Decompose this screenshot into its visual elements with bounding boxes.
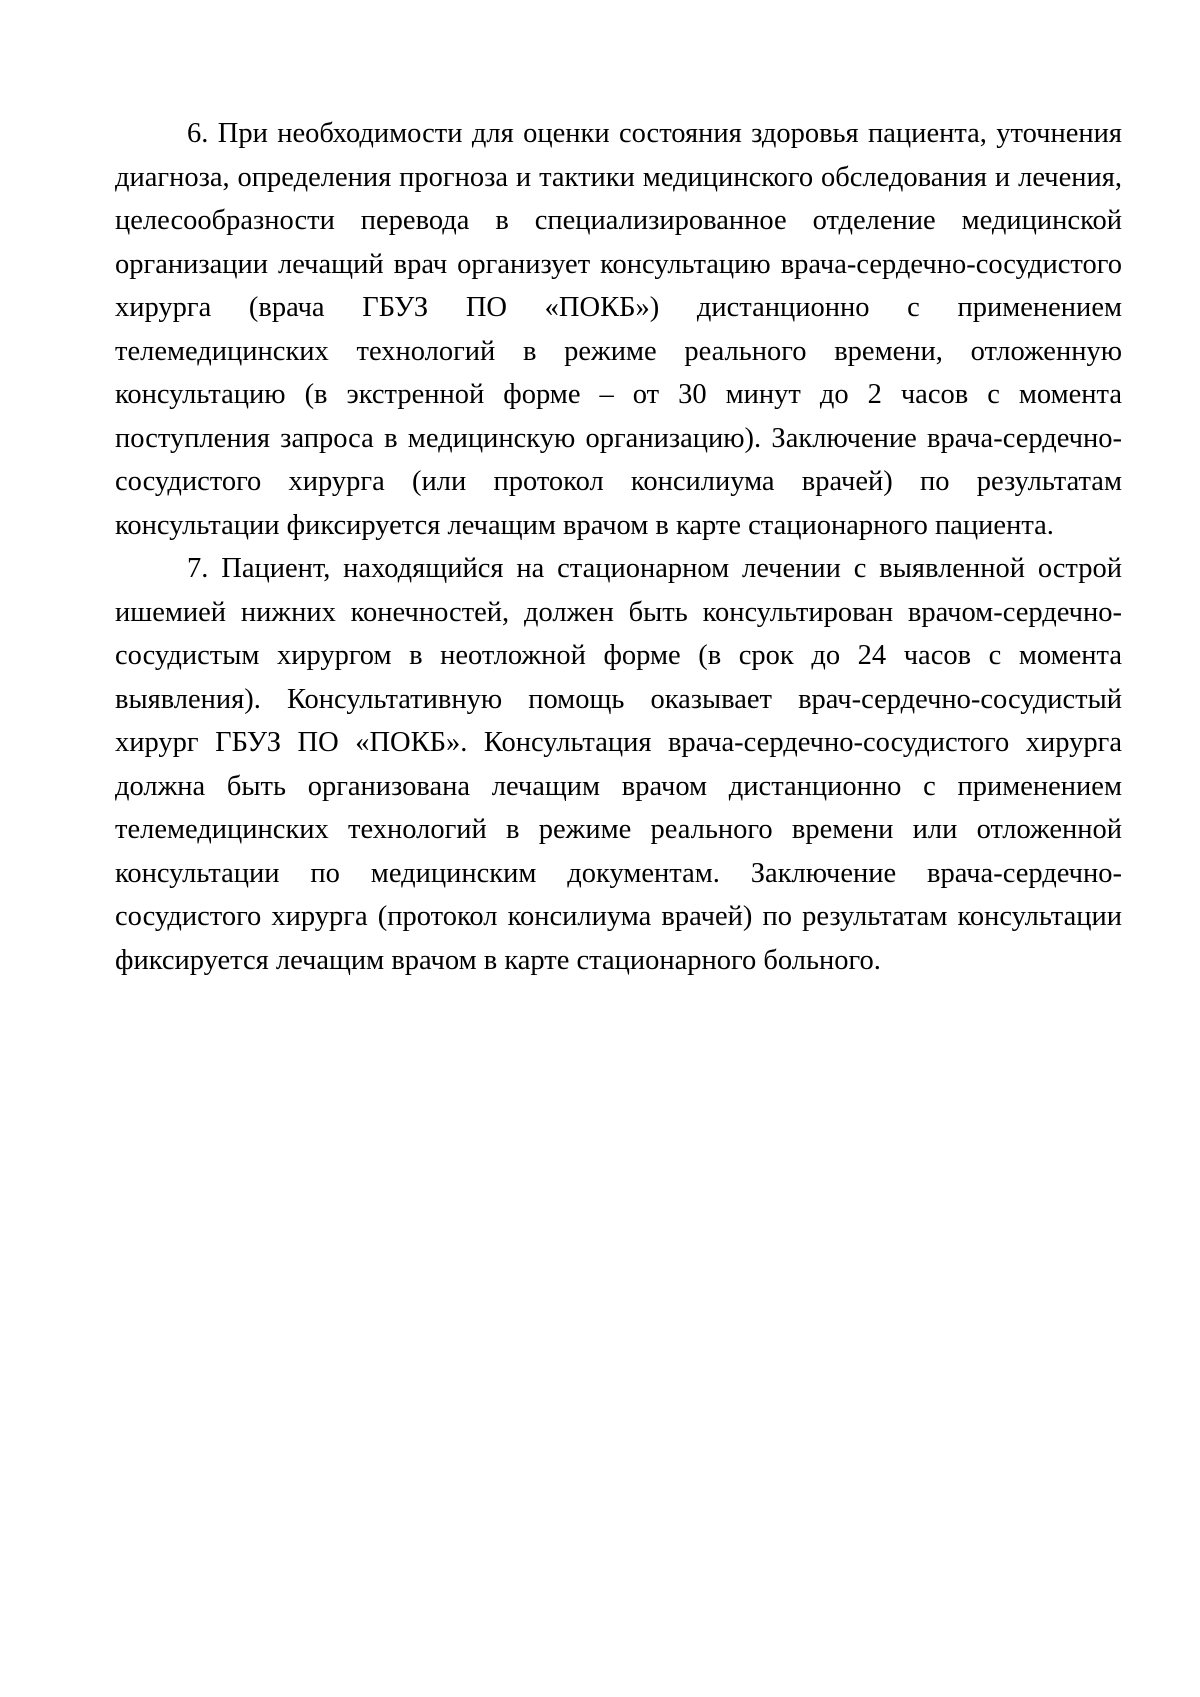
document-body	[115, 112, 1122, 982]
paragraph-7: 7. Пациент, находящийся на стационарном лечении с выявленной острой ишемией нижних конечностей, должен быть консультирован врачом-сердечно-сосудистым хирургом в неотложной форме (в срок до 24 часов с момента выявления). Консультативную помощь оказывает врач-сердечно-сосудистый хирург ГБУЗ ПО «ПОКБ». Консультация врача-сердечно-сосудистого хирурга должна быть организована лечащим врачом дистанционно с применением телемедицинских технологий в режиме реального времени или отложенной консультации по медицинским документам. Заключение врача-сердечно-сосудистого хирурга (протокол консилиума врачей) по результатам консультации фиксируется лечащим врачом в карте стационарного больного.	[115, 553, 1122, 976]
paragraph-6: 6. При необходимости для оценки состояния здоровья пациента, уточнения диагноза, определения прогноза и тактики медицинского обследования и лечения, целесообразности перевода в специализированное отделение медицинской организации лечащий врач организует консультацию врача-сердечно-сосудистого хирурга (врача ГБУЗ ПО «ПОКБ») дистанционно с применением телемедицинских технологий в режиме реального времени, отложенную консультацию (в экстренной форме – от 30 минут до 2 часов с момента поступления запроса в медицинскую организацию). Заключение врача-сердечно-сосудистого хирурга (или протокол консилиума врачей) по результатам консультации фиксируется лечащим врачом в карте стационарного пациента.	[115, 118, 1122, 541]
